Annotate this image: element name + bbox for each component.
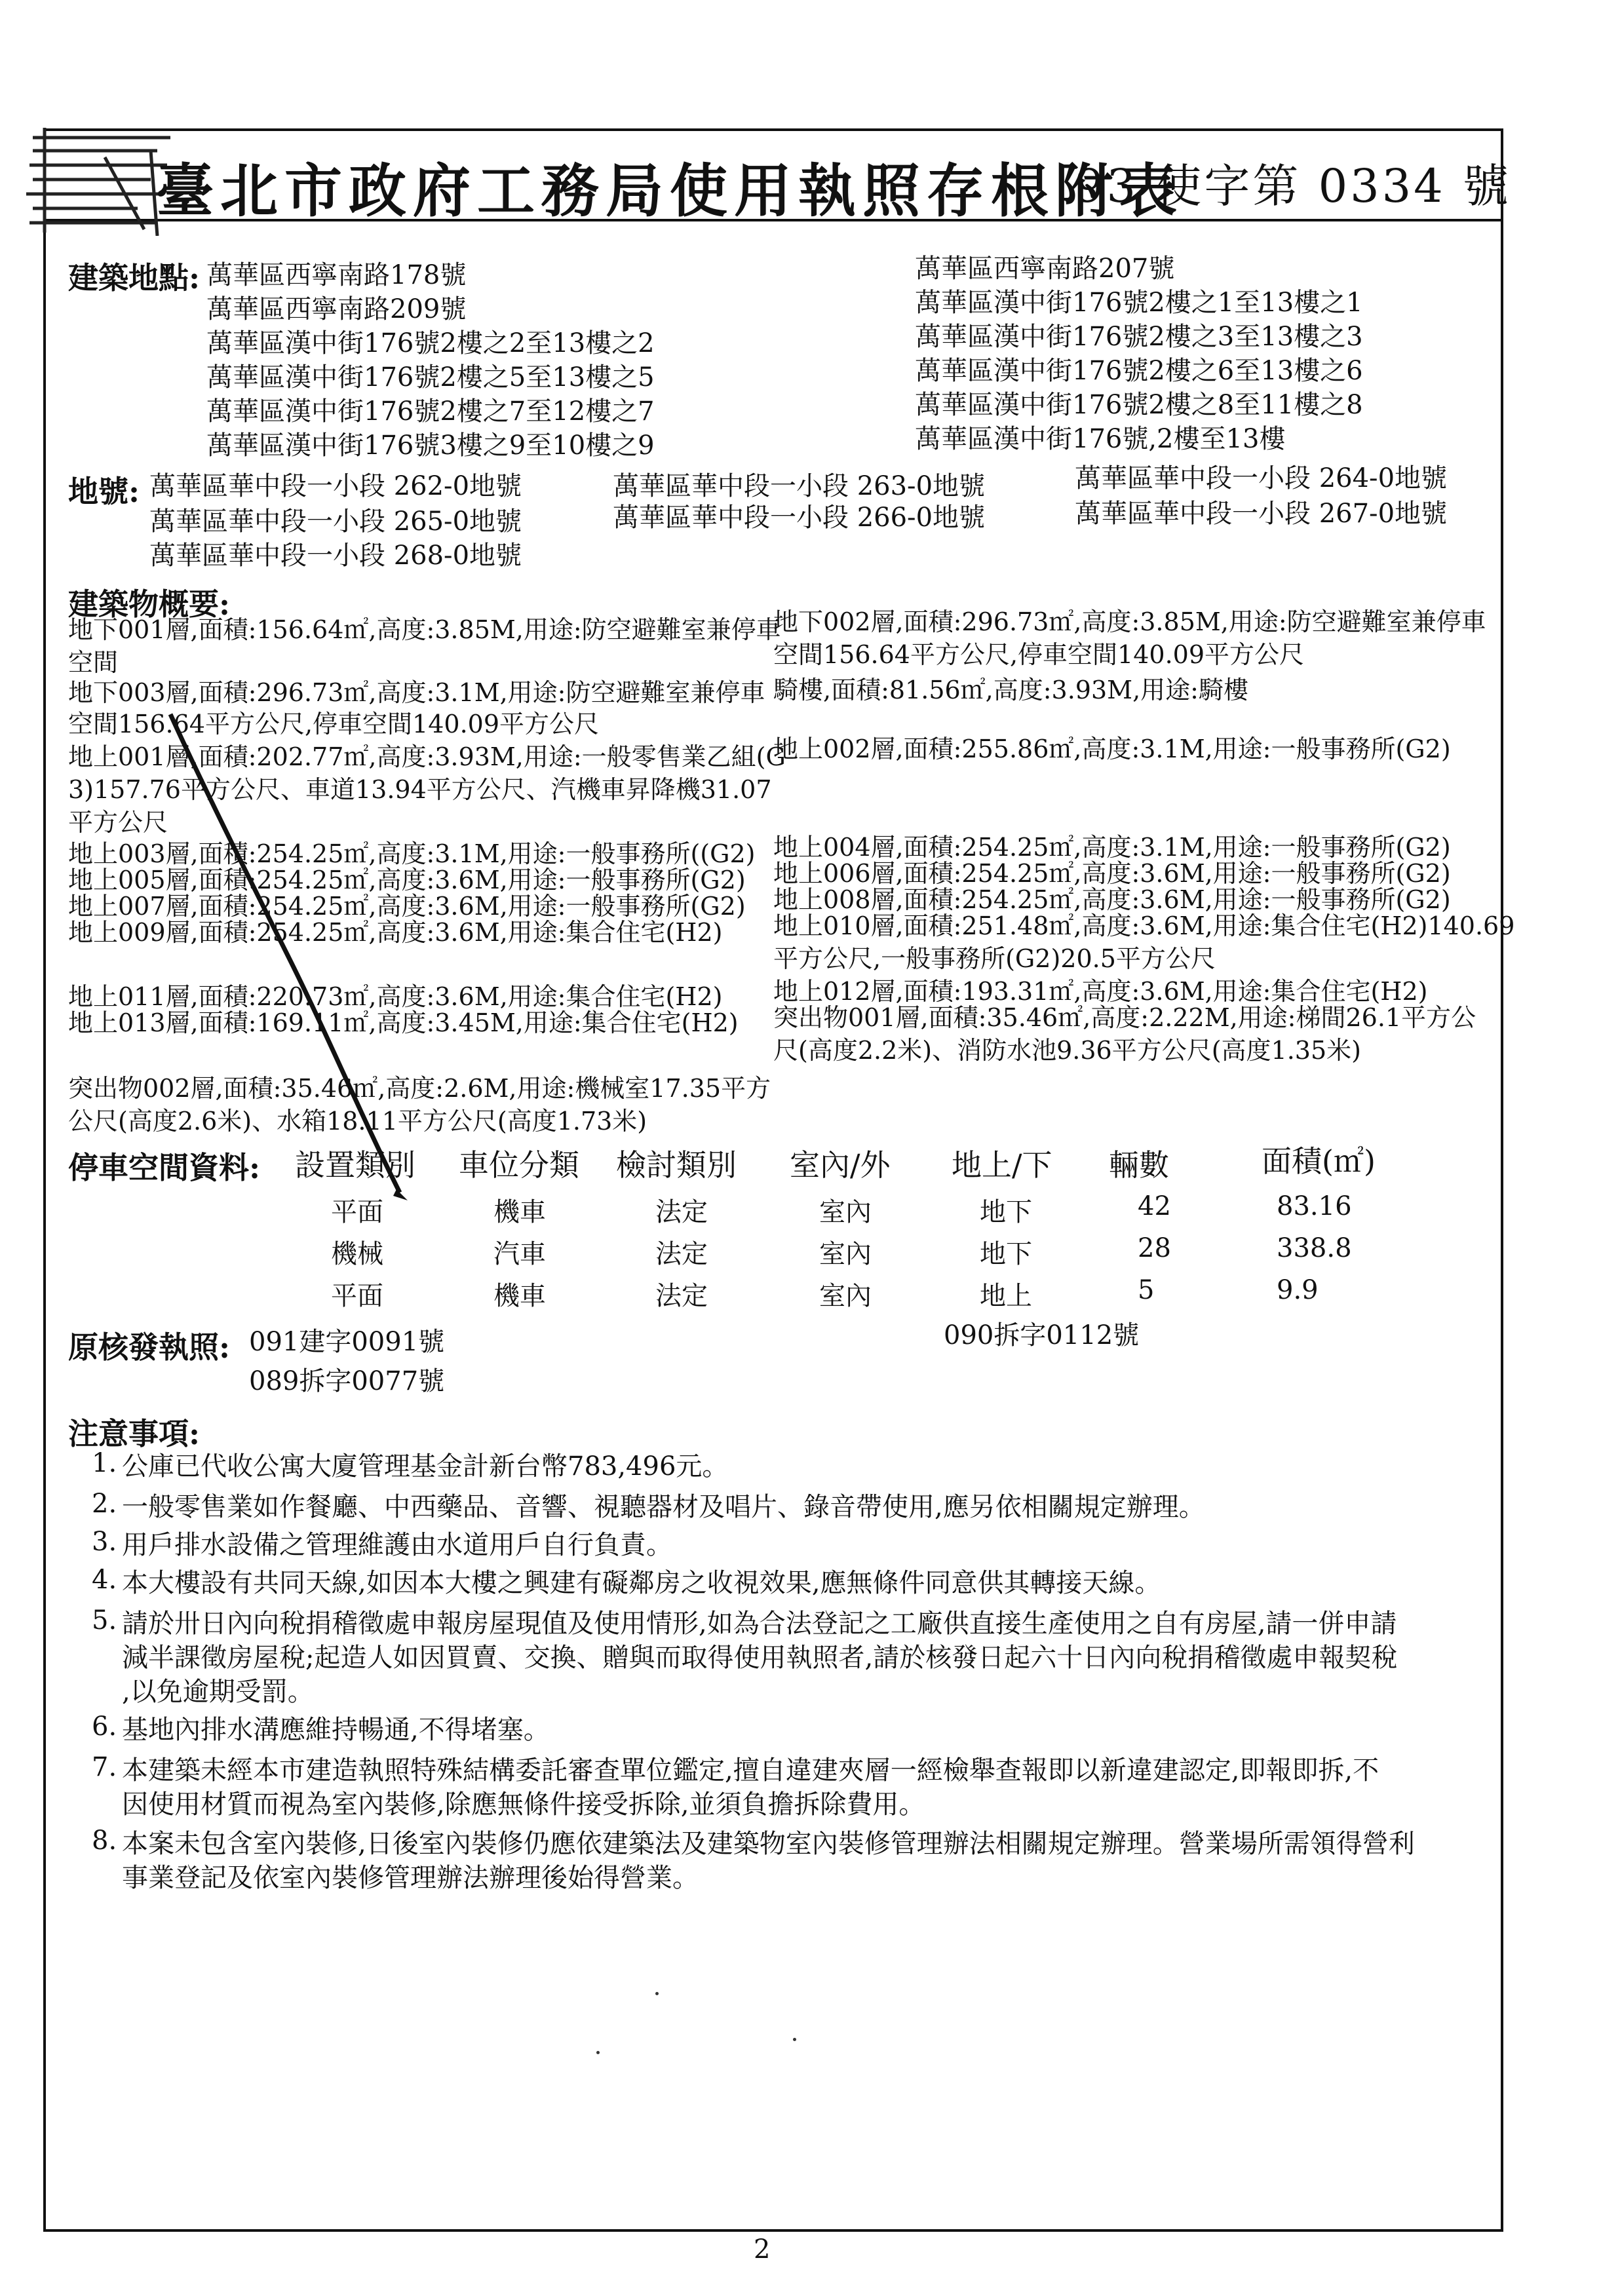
parking-cell: 法定 [655, 1281, 708, 1311]
note-number: 6. [92, 1712, 117, 1742]
location-right-5: 萬華區漢中街176號2樓之8至11樓之8 [915, 390, 1363, 420]
overview-left-line: 地上009層,面積:254.25㎡,高度:3.6M,用途:集合住宅(H2) [68, 918, 723, 947]
overview-left-line: 地上013層,面積:169.11㎡,高度:3.45M,用途:集合住宅(H2) [68, 1008, 739, 1037]
lot-item: 萬華區華中段一小段 267-0地號 [1075, 499, 1448, 529]
note-text: 本建築未經本市建造執照特殊結構委託審查單位鑑定,擅自違建夾層一經檢舉查報即以新違建認定,即報即拆,不 [122, 1755, 1379, 1786]
location-left-3: 萬華區漢中街176號2樓之2至13樓之2 [206, 328, 655, 358]
note-number: 4. [92, 1565, 117, 1595]
note-text: 本大樓設有共同天線,如因本大樓之興建有礙鄰房之收視效果,應無條件同意供其轉接天線。 [122, 1568, 1161, 1598]
permits-label: 原核發執照: [68, 1330, 230, 1365]
permit-item: 091建字0091號 [249, 1327, 445, 1357]
permit-item: 089拆字0077號 [249, 1366, 445, 1396]
parking-cell: 28 [1138, 1233, 1171, 1263]
note-text: 基地內排水溝應維持暢通,不得堵塞。 [122, 1715, 550, 1745]
overview-right-line: 地上008層,面積:254.25㎡,高度:3.6M,用途:一般事務所(G2) [773, 885, 1451, 914]
notes-label: 注意事項: [68, 1416, 200, 1451]
overview-left-line: 公尺(高度2.6米)、水箱18.11平方公尺(高度1.73米) [68, 1107, 647, 1136]
note-text: 因使用材質而視為室內裝修,除應無條件接受拆除,並須負擔拆除費用。 [122, 1789, 925, 1820]
overview-left-line: 地上003層,面積:254.25㎡,高度:3.1M,用途:一般事務所((G2) [68, 839, 756, 868]
parking-cell: 9.9 [1277, 1275, 1319, 1305]
overview-left-line: 地上007層,面積:254.25㎡,高度:3.6M,用途:一般事務所(G2) [68, 892, 746, 921]
lot-item: 萬華區華中段一小段 263-0地號 [613, 471, 986, 501]
scan-speck [596, 2051, 600, 2054]
location-left-4: 萬華區漢中街176號2樓之5至13樓之5 [206, 362, 655, 392]
permit-item: 090拆字0112號 [944, 1320, 1140, 1350]
scan-speck [793, 2038, 796, 2041]
parking-cell: 地上 [980, 1281, 1032, 1311]
location-right-2: 萬華區漢中街176號2樓之1至13樓之1 [915, 288, 1363, 318]
overview-left-line: 平方公尺 [68, 808, 168, 837]
parking-cell: 42 [1138, 1191, 1171, 1221]
overview-right-line: 空間156.64平方公尺,停車空間140.09平方公尺 [773, 640, 1305, 669]
parking-cell: 83.16 [1277, 1191, 1352, 1221]
lot-item: 萬華區華中段一小段 262-0地號 [149, 471, 522, 501]
overview-right-line: 平方公尺,一般事務所(G2)20.5平方公尺 [773, 944, 1216, 973]
parking-cell: 地下 [980, 1197, 1032, 1227]
overview-left-line: 地下003層,面積:296.73㎡,高度:3.1M,用途:防空避難室兼停車 [68, 678, 765, 707]
parking-col-header: 面積(㎡) [1262, 1143, 1376, 1179]
parking-cell: 5 [1138, 1275, 1155, 1305]
parking-cell: 機車 [493, 1281, 546, 1311]
parking-cell: 338.8 [1277, 1233, 1352, 1263]
parking-col-header: 檢討類別 [616, 1147, 737, 1183]
location-right-3: 萬華區漢中街176號2樓之3至13樓之3 [915, 322, 1363, 352]
lot-item: 萬華區華中段一小段 268-0地號 [149, 541, 522, 571]
parking-col-header: 設置類別 [295, 1147, 415, 1183]
location-left-2: 萬華區西寧南路209號 [206, 294, 467, 324]
overview-label: 建築物概要: [68, 586, 230, 622]
parking-cell: 機車 [493, 1197, 546, 1227]
overview-right-line: 地上004層,面積:254.25㎡,高度:3.1M,用途:一般事務所(G2) [773, 833, 1451, 862]
parking-cell: 法定 [655, 1197, 708, 1227]
overview-right-line: 騎樓,面積:81.56㎡,高度:3.93M,用途:騎樓 [773, 676, 1248, 704]
note-text: ,以免逾期受罰。 [122, 1677, 314, 1707]
note-number: 7. [92, 1752, 117, 1782]
lot-item: 萬華區華中段一小段 265-0地號 [149, 507, 522, 537]
overview-left-line: 3)157.76平方公尺、車道13.94平方公尺、汽機車昇降機31.07 [68, 775, 772, 804]
parking-cell: 室內 [819, 1197, 872, 1227]
note-text: 事業登記及依室內裝修管理辦法辦理後始得營業。 [122, 1863, 699, 1893]
parking-cell: 機械 [331, 1239, 383, 1269]
location-right-4: 萬華區漢中街176號2樓之6至13樓之6 [915, 356, 1363, 386]
lot-item: 萬華區華中段一小段 264-0地號 [1075, 463, 1448, 493]
overview-left-line: 地下001層,面積:156.64㎡,高度:3.85M,用途:防空避難室兼停車 [68, 615, 781, 644]
note-number: 2. [92, 1489, 117, 1519]
location-left-5: 萬華區漢中街176號2樓之7至12樓之7 [206, 396, 655, 427]
overview-left-line: 地上005層,面積:254.25㎡,高度:3.6M,用途:一般事務所(G2) [68, 866, 746, 894]
note-number: 5. [92, 1605, 117, 1636]
overview-left-line: 空間 [68, 648, 119, 677]
overview-right-line: 地上002層,面積:255.86㎡,高度:3.1M,用途:一般事務所(G2) [773, 735, 1451, 763]
parking-col-header: 地上/下 [952, 1147, 1052, 1183]
lots-label: 地號: [68, 474, 140, 509]
location-left-6: 萬華區漢中街176號3樓之9至10樓之9 [206, 430, 655, 461]
note-number: 3. [92, 1527, 117, 1557]
note-number: 1. [92, 1448, 117, 1478]
parking-col-header: 車位分類 [459, 1147, 579, 1183]
overview-left-line: 空間156.64平方公尺,停車空間140.09平方公尺 [68, 710, 600, 738]
location-left-1: 萬華區西寧南路178號 [206, 260, 467, 290]
note-text: 本案未包含室內裝修,日後室內裝修仍應依建築法及建築物室內裝修管理辦法相關規定辦理。營業場所需領得營利 [122, 1829, 1415, 1859]
page-title: 臺北市政府工務局使用執照存根附表 [156, 157, 1184, 225]
overview-left-line: 地上001層,面積:202.77㎡,高度:3.93M,用途:一般零售業乙組(G [68, 742, 786, 771]
overview-right-line: 地上006層,面積:254.25㎡,高度:3.6M,用途:一般事務所(G2) [773, 859, 1451, 888]
stamp-mark-icon [26, 124, 177, 236]
parking-col-header: 輛數 [1109, 1147, 1169, 1183]
scan-speck [655, 1992, 659, 1995]
note-text: 一般零售業如作餐廳、中西藥品、音響、視聽器材及唱片、錄音帶使用,應另依相關規定辦理。 [122, 1492, 1205, 1522]
note-text: 請於卅日內向稅捐稽徵處申報房屋現值及使用情形,如為合法登記之工廠供直接生產使用之自有房屋,請一併申請 [122, 1609, 1397, 1639]
parking-cell: 地下 [980, 1239, 1032, 1269]
note-text: 公庫已代收公寓大廈管理基金計新台幣783,496元。 [122, 1451, 729, 1482]
location-right-6: 萬華區漢中街176號,2樓至13樓 [915, 424, 1286, 454]
page-number: 2 [754, 2234, 771, 2265]
parking-cell: 室內 [819, 1239, 872, 1269]
overview-right-line: 地上012層,面積:193.31㎡,高度:3.6M,用途:集合住宅(H2) [773, 977, 1428, 1006]
location-label: 建築地點: [68, 260, 200, 296]
note-text: 用戶排水設備之管理維護由水道用戶自行負責。 [122, 1530, 672, 1560]
parking-col-header: 室內/外 [790, 1147, 891, 1183]
parking-label: 停車空間資料: [68, 1150, 260, 1185]
overview-right-line: 地上010層,面積:251.48㎡,高度:3.6M,用途:集合住宅(H2)140.69 [773, 911, 1515, 940]
parking-cell: 平面 [331, 1197, 383, 1227]
location-right-1: 萬華區西寧南路207號 [915, 254, 1175, 284]
overview-left-line: 突出物002層,面積:35.46㎡,高度:2.6M,用途:機械室17.35平方 [68, 1074, 771, 1103]
parking-cell: 汽車 [493, 1239, 546, 1269]
overview-right-line: 尺(高度2.2米)、消防水池9.36平方公尺(高度1.35米) [773, 1036, 1361, 1065]
parking-cell: 室內 [819, 1281, 872, 1311]
pen-stroke-icon [164, 708, 439, 1206]
note-number: 8. [92, 1826, 117, 1856]
lot-item: 萬華區華中段一小段 266-0地號 [613, 503, 986, 533]
document-number: 93 使字第 0334 號 [1075, 159, 1511, 213]
parking-cell: 平面 [331, 1281, 383, 1311]
parking-cell: 法定 [655, 1239, 708, 1269]
overview-right-line: 地下002層,面積:296.73㎡,高度:3.85M,用途:防空避難室兼停車 [773, 607, 1486, 636]
overview-right-line: 突出物001層,面積:35.46㎡,高度:2.22M,用途:梯間26.1平方公 [773, 1003, 1476, 1032]
overview-left-line: 地上011層,面積:220.73㎡,高度:3.6M,用途:集合住宅(H2) [68, 982, 723, 1011]
note-text: 減半課徵房屋稅;起造人如因買賣、交換、贈與而取得使用執照者,請於核發日起六十日內向稅捐稽徵處申報契稅 [122, 1643, 1398, 1673]
